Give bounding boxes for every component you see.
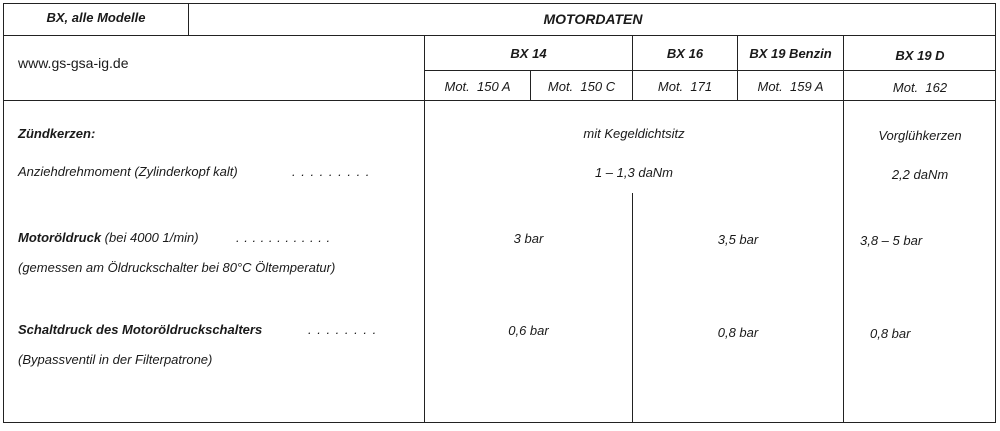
oil-pressure-mid-value: 3,5 bar	[717, 232, 759, 247]
oil-pressure-sub: (gemessen am Öldruckschalter bei 80°C Öltemperatur)	[18, 260, 336, 275]
spark-plugs-petrol-value: mit Kegeldichtsitz	[583, 126, 685, 141]
engine-150a: Mot. 150 A	[444, 79, 511, 94]
torque-petrol-value: 1 – 1,3 daNm	[594, 165, 674, 180]
engine-162: Mot. 162	[892, 80, 948, 95]
torque-diesel-value: 2,2 daNm	[891, 167, 949, 182]
switch-pressure-dots: . . . . . . . .	[308, 322, 378, 337]
switch-pressure-sub: (Bypassventil in der Filterpatrone)	[18, 352, 213, 367]
oil-pressure-diesel-value: 3,8 – 5 bar	[860, 233, 923, 248]
page-title: MOTORDATEN	[543, 11, 643, 27]
oil-pressure-dots: . . . . . . . . . . . .	[236, 230, 331, 245]
group-bx14: BX 14	[510, 46, 547, 61]
engine-150c: Mot. 150 C	[547, 79, 616, 94]
group-bx19d: BX 19 D	[895, 48, 945, 63]
rule-header-bottom	[3, 35, 996, 36]
engine-159a: Mot. 159 A	[757, 79, 824, 94]
torque-dots: . . . . . . . . .	[292, 164, 371, 179]
torque-label: Anziehdrehmoment (Zylinderkopf kalt)	[18, 164, 238, 179]
switch-pressure-label: Schaltdruck des Motoröldruckschalters	[18, 322, 263, 337]
spark-plugs-label: Zündkerzen:	[18, 126, 96, 141]
website-link[interactable]: www.gs-gsa-ig.de	[18, 55, 129, 71]
switch-pressure-bx14-value: 0,6 bar	[508, 323, 549, 338]
group-bx19-benzin: BX 19 Benzin	[749, 46, 832, 61]
rule-group-bottom	[424, 70, 996, 71]
spark-plugs-diesel-value: Vorglühkerzen	[878, 128, 962, 143]
switch-pressure-diesel-value: 0,8 bar	[870, 326, 911, 341]
rule-bx14-end-lower	[632, 193, 633, 423]
oil-pressure-label-rest: (bei 4000 1/min)	[101, 230, 199, 245]
rule-engine-bottom	[3, 100, 996, 101]
switch-pressure-mid-value: 0,8 bar	[717, 325, 759, 340]
group-bx16: BX 16	[666, 46, 704, 61]
oil-pressure-label-bold: Motoröldruck	[18, 230, 102, 245]
oil-pressure-bx14-value: 3 bar	[513, 231, 544, 246]
oil-pressure-label	[18, 230, 199, 246]
models-label: BX, alle Modelle	[46, 10, 146, 25]
engine-171: Mot. 171	[657, 79, 713, 94]
